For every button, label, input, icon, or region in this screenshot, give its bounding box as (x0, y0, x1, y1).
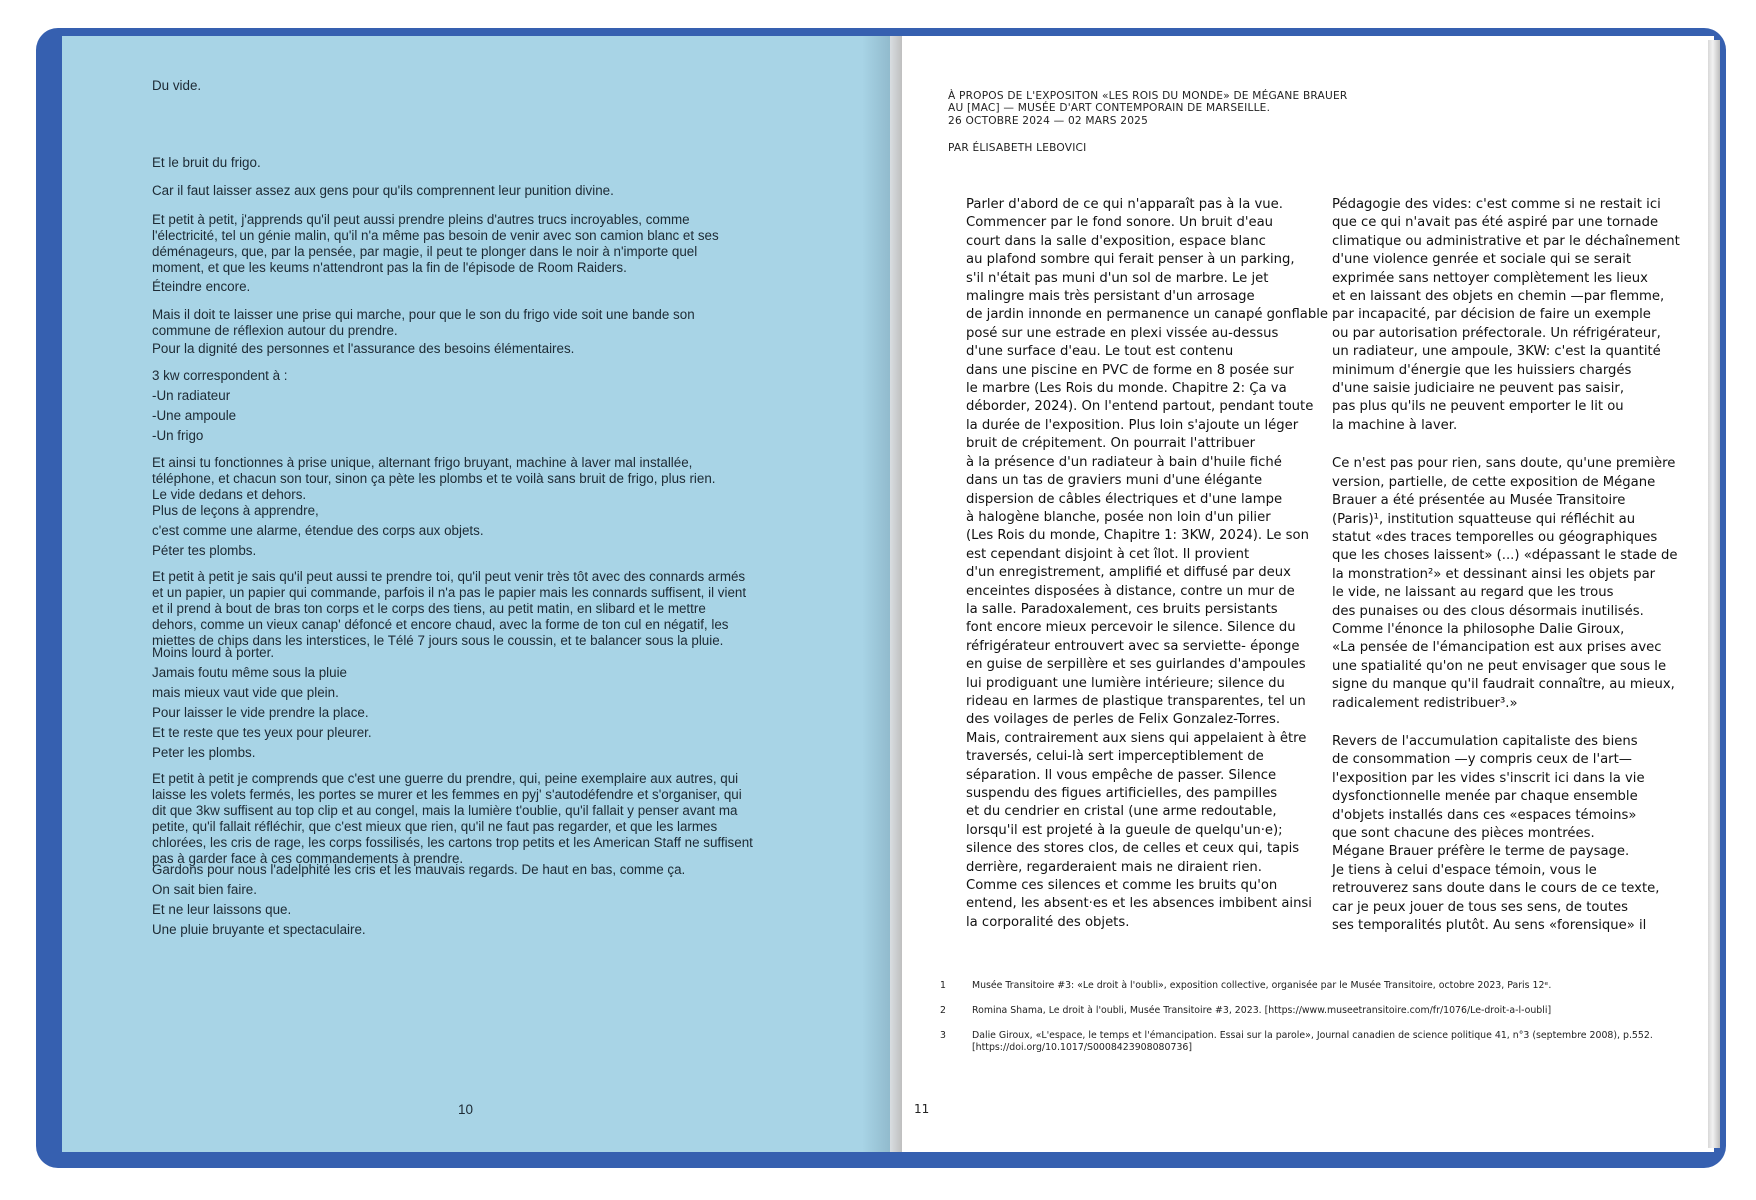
text-line: Commencer par le fond sonore. Un bruit d'eau (966, 215, 1274, 231)
left-paragraph: Mais il doit te laisser une prise qui marche, pour que le son du frigo vide soit une bande son commune de réflexion autour du prendre. (152, 307, 695, 338)
text-line: par incapacité, par décision de faire un exemple (1332, 307, 1651, 323)
text-line: l'exposition par les vides s'inscrit ici dans la vie (1332, 770, 1645, 786)
text-line: (Paris)¹, institution squatteuse qui réfléchit au (1332, 511, 1636, 527)
text-line: malingre mais très persistant d'un arrosage (966, 289, 1255, 305)
text-line: retrouverez sans doute dans le cours de ce texte, (1332, 881, 1660, 897)
text-line: climatique ou administrative et par le déchaînement (1332, 233, 1680, 249)
footnote-text: Romina Shama, Le droit à l'oubli, Musée Transitoire #3, 2023. [https://www.museetransitoire.com/fr/1076/Le-droit-a-l-oubli] (972, 1005, 1552, 1016)
text-line: que ce qui n'avait pas été aspiré par une tornade (1332, 215, 1659, 231)
left-paragraph: Et le bruit du frigo. (152, 155, 261, 170)
left-paragraph: -Une ampoule (152, 408, 237, 423)
text-column-left (966, 196, 1329, 952)
text-line: exprimée sans nettoyer complètement les lieux (1332, 270, 1648, 286)
footnote-number: 1 (940, 980, 946, 991)
footnote-text: Dalie Giroux, «L'espace, le temps et l'émancipation. Essai sur la parole», Journal canadien de science politique 41, n°3 (septembre 2008), p.552. [https://doi.org/10.1017/S0008423908080736] (972, 1030, 1653, 1053)
text-line: enceintes disposées à distance, contre un mur de (966, 583, 1295, 599)
text-line: posé sur une estrade en plexi vissée au-dessus (966, 325, 1279, 341)
article-paragraph (1332, 455, 1678, 713)
text-line: signe du manque qu'il faudrait connaître, au mieux, (1332, 677, 1675, 693)
footnote-number: 2 (940, 1005, 946, 1016)
left-paragraph: Et ainsi tu fonctionnes à prise unique, alternant frigo bruyant, machine à laver mal installée, téléphone, et chacun son tour, sinon ça pète les plombs et te voilà sans bruit de frigo, plus rien. Le vide dedans et dehors. (152, 455, 716, 502)
text-line: une spatialité qu'on ne peut envisager que sous le (1332, 658, 1667, 674)
text-line: des punaises ou des clous désormais inutilisés. (1332, 603, 1644, 619)
text-line: statut «des traces temporelles ou géographiques (1332, 529, 1658, 545)
text-line: de jardin innonde en permanence un canapé gonflable (966, 307, 1329, 323)
text-line: d'objets installés dans ces «espaces témoins» (1332, 807, 1637, 823)
left-paragraph: mais mieux vaut vide que plein. (152, 685, 339, 700)
text-line: lorsqu'il est projeté à la gueule de quelqu'un·e); (966, 822, 1283, 838)
text-line: traversés, celui-là sert imperceptiblement de (966, 749, 1264, 765)
left-paragraph: Péter tes plombs. (152, 543, 257, 558)
text-line: Je tiens à celui d'espace témoin, vous le (1332, 862, 1597, 878)
left-paragraph: Et te reste que tes yeux pour pleurer. (152, 725, 372, 740)
footnote (940, 1030, 1680, 1054)
text-line: d'une violence genrée et sociale qui se serait (1332, 252, 1632, 268)
text-line: radicalement redistribuer³.» (1332, 695, 1518, 711)
text-line: d'une surface d'eau. Le tout est contenu (966, 344, 1234, 360)
text-line: dans un tas de graviers muni d'une élégante (966, 473, 1263, 489)
footnotes (940, 980, 1680, 1067)
text-line: déborder, 2024). On l'entend partout, pendant toute (966, 399, 1314, 415)
page-edge-stack (1708, 40, 1720, 1148)
text-line: la monstration²» et dessinant ainsi les objets par (1332, 566, 1656, 582)
text-line: Comme ces silences et comme les bruits qu'on (966, 878, 1278, 894)
footnote-text: Musée Transitoire #3: «Le droit à l'oubli», exposition collective, organisée par le Musée Transitoire, octobre 2023, Paris 12ᵉ. (972, 980, 1552, 991)
text-line: des voilages de perles de Felix Gonzalez-Torres. (966, 712, 1281, 728)
text-line: est cependant disjoint à cet îlot. Il provient (966, 546, 1250, 562)
left-paragraph: Et ne leur laissons que. (152, 902, 292, 917)
left-paragraph: Gardons pour nous l'adelphité les cris et les mauvais regards. De haut en bas, comme ça. (152, 862, 686, 877)
text-column-right (1332, 196, 1680, 955)
left-paragraph: -Un radiateur (152, 388, 231, 403)
header-line: À PROPOS DE L'EXPOSITON «LES ROIS DU MONDE» DE MÉGANE BRAUER (948, 90, 1348, 102)
article-header (948, 90, 1508, 155)
text-line: ou par autorisation préfectorale. Un réfrigérateur, (1332, 325, 1661, 341)
left-paragraph: Peter les plombs. (152, 745, 256, 760)
left-paragraph: -Un frigo (152, 428, 204, 443)
left-paragraph: Éteindre encore. (152, 279, 251, 294)
text-line: Revers de l'accumulation capitaliste des biens (1332, 733, 1638, 749)
left-paragraph: c'est comme une alarme, étendue des corps aux objets. (152, 523, 484, 538)
text-line: Brauer a été présentée au Musée Transitoire (1332, 493, 1626, 509)
text-line: d'un enregistrement, amplifié et diffusé par deux (966, 565, 1291, 581)
left-paragraph: Et petit à petit je sais qu'il peut aussi te prendre toi, qu'il peut venir très tôt avec des connards armés et un papier, un papier qui commande, parfois il n'a pas le papier mais les connards suffisent, il vient et il prend à bout de bras ton corps et le corps des tiens, au petit matin, en slibard et le mettre dehors, comme un vieux canap' défoncé et encore chaud, avec la forme de ton cul en négatif, les miettes de chips dans les interstices, le Télé 7 jours sous le coussin, et te balancer sous la pluie. (152, 569, 747, 648)
text-line: et en laissant des objets en chemin —par flemme, (1332, 289, 1665, 305)
text-line: ses temporalités plutôt. Au sens «forensique» il (1332, 918, 1647, 934)
footnote (940, 980, 1680, 992)
text-line: le vide, ne laissant au regard que les trous (1332, 585, 1614, 601)
left-paragraph: Une pluie bruyante et spectaculaire. (152, 922, 366, 937)
text-line: dysfonctionnelle menée par chaque ensemble (1332, 789, 1638, 805)
text-line: à halogène blanche, posée non loin d'un pilier (966, 509, 1271, 525)
left-paragraph: Pour laisser le vide prendre la place. (152, 705, 369, 720)
text-line: «La pensée de l'émancipation est aux prises avec (1332, 640, 1662, 656)
left-paragraph: Car il faut laisser assez aux gens pour qu'ils comprennent leur punition divine. (152, 183, 614, 198)
text-line: séparation. Il vous empêche de passer. Silence (966, 767, 1277, 783)
text-line: dans une piscine en PVC de forme en 8 posée sur (966, 362, 1294, 378)
left-paragraph: Plus de leçons à apprendre, (152, 503, 319, 518)
text-line: Mais, contrairement aux siens qui appelaient à être (966, 730, 1307, 746)
article-paragraph (1332, 733, 1672, 935)
page-number-left: 10 (458, 1102, 474, 1117)
text-line: le marbre (Les Rois du monde. Chapitre 2: Ça va (966, 381, 1287, 397)
left-paragraph: Moins lourd à porter. (152, 645, 275, 660)
byline: PAR ÉLISABETH LEBOVICI (948, 142, 1087, 155)
text-line: s'il n'était pas muni d'un sol de marbre. Le jet (966, 270, 1269, 286)
text-line: derrière, regarderaient mais ne diraient rien. (966, 859, 1262, 875)
left-paragraph: Et petit à petit je comprends que c'est une guerre du prendre, qui, peine exemplaire aux autres, qui laisse les volets fermés, les portes se murer et les femmes en pyj' s'autodéfendre et s'organiser, qui dit que 3kw suffisent au top clip et au congel, mais la lumière t'oublie, qu'il fallait y penser avant ma petite, qu'il fallait réfléchir, que c'est mieux que rien, qu'il ne faut pas regarder, et que les larmes chlorées, les cris de rage, les corps fossilisés, les cartons trop petits et les American Staff ne suffisent pas à garder face à ces commandements à prendre. (152, 771, 753, 866)
text-line: Comme l'énonce la philosophe Dalie Giroux, (1332, 621, 1625, 637)
text-line: à la présence d'un radiateur à bain d'huile fiché (966, 454, 1282, 470)
text-line: rideau en larmes de plastique transparentes, tel un (966, 693, 1306, 709)
page-number-right: 11 (914, 1102, 930, 1116)
text-line: la salle. Paradoxalement, ces bruits persistants (966, 601, 1278, 617)
text-line: Ce n'est pas pour rien, sans doute, qu'une première (1332, 456, 1676, 472)
text-line: suspendu des figues artificielles, des pampilles (966, 786, 1278, 801)
text-line: car je peux jouer de tous ses sens, de toutes (1332, 899, 1628, 915)
left-paragraph: Jamais foutu même sous la pluie (152, 665, 348, 680)
text-line: lui prodiguant une lumière intérieure; silence du (966, 675, 1285, 691)
book-gutter (862, 36, 902, 1152)
text-line: pas plus qu'ils ne peuvent emporter le lit ou (1332, 399, 1624, 415)
text-line: silence des stores clos, de celles et ceux qui, tapis (966, 841, 1300, 857)
text-line: en guise de serpillère et ses guirlandes d'ampoules (966, 657, 1306, 673)
left-paragraph: 3 kw correspondent à : (152, 368, 288, 383)
text-line: d'une saisie judiciaire ne peuvent pas saisir, (1332, 381, 1625, 397)
text-line: la machine à laver. (1332, 417, 1458, 433)
text-line: Pédagogie des vides: c'est comme si ne restait ici (1332, 197, 1661, 212)
left-paragraph: Pour la dignité des personnes et l'assurance des besoins élémentaires. (152, 341, 575, 356)
left-paragraph: Et petit à petit, j'apprends qu'il peut aussi prendre pleins d'autres trucs incroyables, comme l'électricité, tel un génie malin, qu'il n'a même pas besoin de venir avec son camion blanc et ses déménageurs, que, par la pensée, par magie, il peut te plonger dans le noir à n'importe quel moment, et que les keums n'attendront pas la fin de l'épisode de Room Raiders. (152, 212, 719, 275)
text-line: au plafond sombre qui ferait penser à un parking, (966, 252, 1295, 268)
text-line: la corporalité des objets. (966, 914, 1130, 930)
text-line: la durée de l'exposition. Plus loin s'ajoute un léger (966, 417, 1299, 433)
text-line: court dans la salle d'exposition, espace blanc (966, 233, 1266, 249)
text-line: bruit de crépitement. On pourrait l'attribuer (966, 436, 1256, 452)
article-paragraph (1332, 196, 1680, 435)
text-line: de consommation —y compris ceux de l'art— (1332, 752, 1632, 768)
text-line: minimum d'énergie que les huissiers chargés (1332, 362, 1632, 378)
text-line: Mégane Brauer préfère le terme de paysage. (1332, 844, 1630, 860)
header-line: AU [MAC] — MUSÉE D'ART CONTEMPORAIN DE MARSEILLE. (948, 102, 1271, 115)
text-line: et du cendrier en cristal (une arme redoutable, (966, 804, 1277, 820)
footnote-number: 3 (940, 1030, 946, 1041)
text-line: entend, les absent·es et les absences imbibent ainsi (966, 896, 1312, 912)
text-line: un radiateur, une ampoule, 3KW: c'est la quantité (1332, 344, 1661, 360)
text-line: que les choses laissent» (...) «dépassant le stade de (1332, 548, 1678, 564)
footnote (940, 1005, 1680, 1017)
text-line: que sont chacune des pièces montrées. (1332, 826, 1595, 841)
header-line: 26 OCTOBRE 2024 — 02 MARS 2025 (948, 114, 1149, 127)
text-line: Parler d'abord de ce qui n'apparaît pas à la vue. (966, 197, 1283, 212)
left-paragraph: Du vide. (152, 78, 202, 93)
text-line: réfrigérateur entrouvert avec sa serviette- éponge (966, 638, 1300, 654)
text-line: font encore mieux percevoir le silence. Silence du (966, 620, 1296, 636)
left-paragraph: On sait bien faire. (152, 882, 257, 897)
text-line: version, partielle, de cette exposition de Mégane (1332, 474, 1656, 490)
text-line: (Les Rois du monde, Chapitre 1: 3KW, 2024). Le son (966, 528, 1309, 544)
article-paragraph (966, 196, 1329, 932)
text-line: dispersion de câbles électriques et d'une lampe (966, 491, 1283, 507)
